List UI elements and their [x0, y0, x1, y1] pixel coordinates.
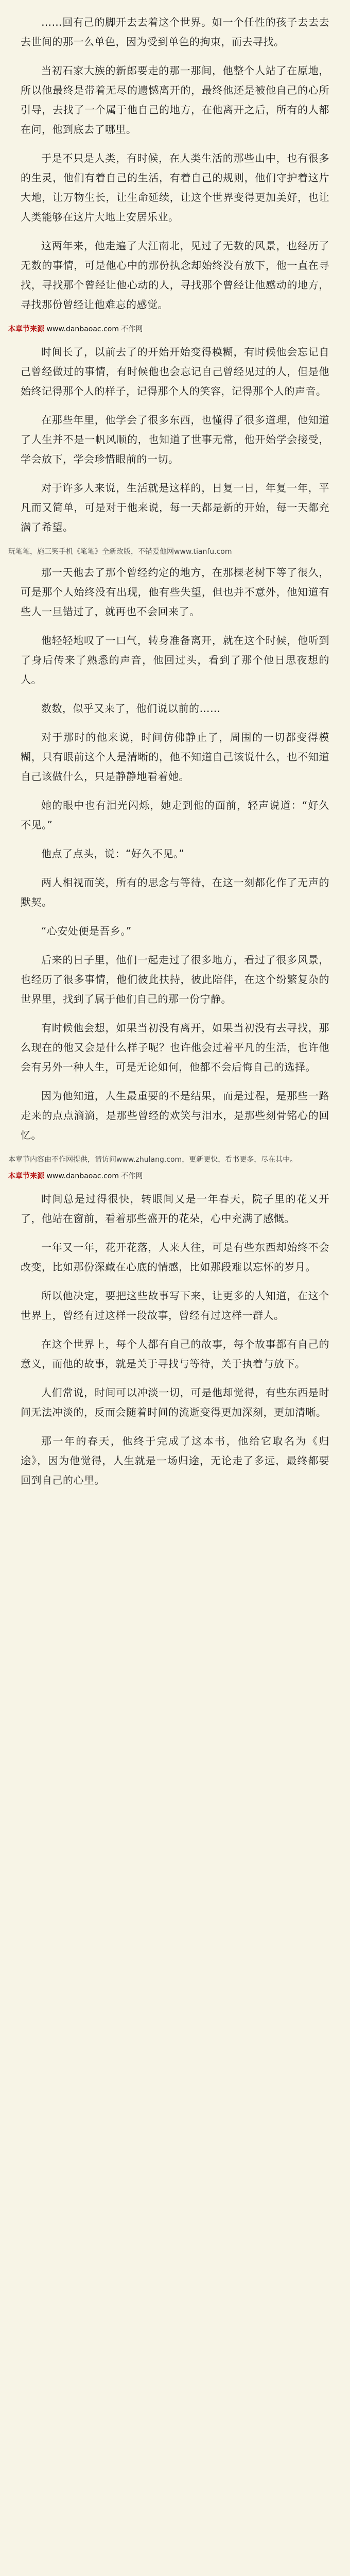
- paragraph: 数数，似乎又来了，他们说以前的……: [41, 702, 221, 715]
- source-watermark: [8, 324, 342, 335]
- source-suffix: 不作网: [121, 1172, 143, 1180]
- paragraph: 对于那时的他来说，时间仿佛静止了，周围的一切都变得模糊，只有眼前这个人是清晰的，他不知道自己该说什么，也不知道自己该做什么，只是静静地看着她。: [21, 731, 329, 783]
- paragraph: 当初石家大族的新郎要走的那一那间，他整个人站了在原地，所以他最终是带着无尽的遗憾离开的，最终他还是被他自己的心所引导，去找了一个属于他自己的地方，在他离开之后，所有的人都在问，他到底去了哪里。: [21, 64, 329, 135]
- source-suffix: 不作网: [121, 325, 143, 333]
- paragraph: ……回有己的脚开去去着这个世界。如一个任性的孩子去去去去世间的那一么单色，因为受到单色的拘束，而去寻找。: [21, 16, 329, 48]
- quote-line: “心安处便是吾乡。”: [41, 925, 132, 937]
- paragraph: 他轻轻地叹了一口气，转身准备离开，就在这个时候，他听到了身后传来了熟悉的声音，他回过头，看到了那个他日思夜想的人。: [21, 634, 329, 686]
- paragraph: 于是不只是人类，有时候，在人类生活的那些山中，也有很多的生灵，他们有着自己的生活，有着自己的规则，他们守护着这片大地，让万物生长，让生命延续，让这个世界变得更加美好，也让人类能够在这片大地上安居乐业。: [21, 152, 329, 223]
- paragraph: 在那些年里，他学会了很多东西，也懂得了很多道理，他知道了人生并不是一帆风顺的，也知道了世事无常，他开始学会接受，学会放下，学会珍惜眼前的一切。: [21, 414, 329, 465]
- content-block-3: [21, 563, 329, 912]
- paragraph: 在这个世界上，每个人都有自己的故事，每个故事都有自己的意义，而他的故事，就是关于寻找与等待，关于执着与放下。: [21, 1338, 329, 1370]
- source-label: 本章节来源: [8, 325, 44, 333]
- paragraph: 她的眼中也有泪光闪烁，她走到他的面前，轻声说道：“好久不见。”: [21, 799, 329, 831]
- paragraph: 那一年的春天，他终于完成了这本书，他给它取名为《归途》，因为他觉得，人生就是一场归途，无论走了多远，最终都要回到自己的心里。: [21, 1435, 329, 1486]
- source-label: 本章节来源: [8, 1172, 44, 1180]
- paragraph: 对于许多人来说，生活就是这样的，日复一日，年复一年，平凡而又简单，可是对于他来说，每一天都是新的开始，每一天都充满了希望。: [21, 482, 329, 533]
- paragraph: 他点了点头，说：“好久不见。”: [41, 848, 185, 860]
- paragraph: 所以他决定，要把这些故事写下来，让更多的人知道，在这个世界上，曾经有过这样一段故事，曾经有过这样一群人。: [21, 1290, 329, 1321]
- paragraph: 人们常说，时间可以冲淡一切，可是他却觉得，有些东西是时间无法冲淡的，反而会随着时间的流逝变得更加深刻，更加清晰。: [21, 1386, 329, 1418]
- paragraph: 两人相视而笑，所有的思念与等待，在这一刻都化作了无声的默契。: [21, 876, 329, 908]
- paragraph: 时间总是过得很快，转眼间又是一年春天，院子里的花又开了，他站在窗前，看着那些盛开的花朵，心中充满了感慨。: [21, 1193, 329, 1225]
- content-block-1: [21, 12, 329, 314]
- source-url[interactable]: www.danbaoac.com: [46, 325, 119, 333]
- paragraph: 那一天他去了那个曾经约定的地方，在那棵老树下等了很久，可是那个人始终没有出现，他有些失望，但也并不意外，他知道有些人一旦错过了，就再也不会回来了。: [21, 566, 329, 618]
- paragraph: 因为他知道，人生最重要的不是结果，而是过程，是那些一路走来的点点滴滴，是那些曾经的欢笑与泪水，是那些刻骨铭心的回忆。: [21, 1090, 329, 1141]
- paragraph: 有时候他会想，如果当初没有离开，如果当初没有去寻找，那么现在的他又会是什么样子呢？也许他会过着平凡的生活，也许他会有另外一种人生，可是无论如何，他都不会后悔自己的选择。: [21, 1022, 329, 1073]
- paragraph: 这两年来，他走遍了大江南北，见过了无数的风景，也经历了无数的事情，可是他心中的那份执念却始终没有放下，他一直在寻找，寻找那个曾经让他心动的人，寻找那个曾经让他感动的地方，寻找那份曾经让他难忘的感觉。: [21, 240, 329, 311]
- source-watermark: [8, 1171, 342, 1182]
- content-block-5: [21, 1189, 329, 1490]
- content-block-4: [21, 950, 329, 1145]
- paragraph: 后来的日子里，他们一起走过了很多地方，看过了很多风景，也经历了很多事情，他们彼此扶持，彼此陪伴，在这个纷繁复杂的世界里，找到了属于他们自己的那一份宁静。: [21, 954, 329, 1005]
- content-block-2: [21, 342, 329, 537]
- source-url[interactable]: www.danbaoac.com: [46, 1172, 119, 1180]
- paragraph: 一年又一年，花开花落，人来人往，可是有些东西却始终不会改变，比如那份深藏在心底的情感，比如那段难以忘怀的岁月。: [21, 1241, 329, 1273]
- ad-banner-line[interactable]: 本章节内容由不作网提供，请访问www.zhulang.com，更新更快，看书更多，尽在其中。: [8, 1156, 297, 1164]
- paragraph: 时间长了，以前去了的开始开始变得模糊，有时候他会忘记自己曾经做过的事情，有时候他也会忘记自己曾经见过的人，但是他始终记得那个人的样子，记得那个人的笑容，记得那个人的声音。: [21, 346, 329, 397]
- ad-banner-line[interactable]: 玩笔笔，施三笑手机《笔笔》全新改版，不错爱他网www.tianfu.com: [8, 548, 232, 556]
